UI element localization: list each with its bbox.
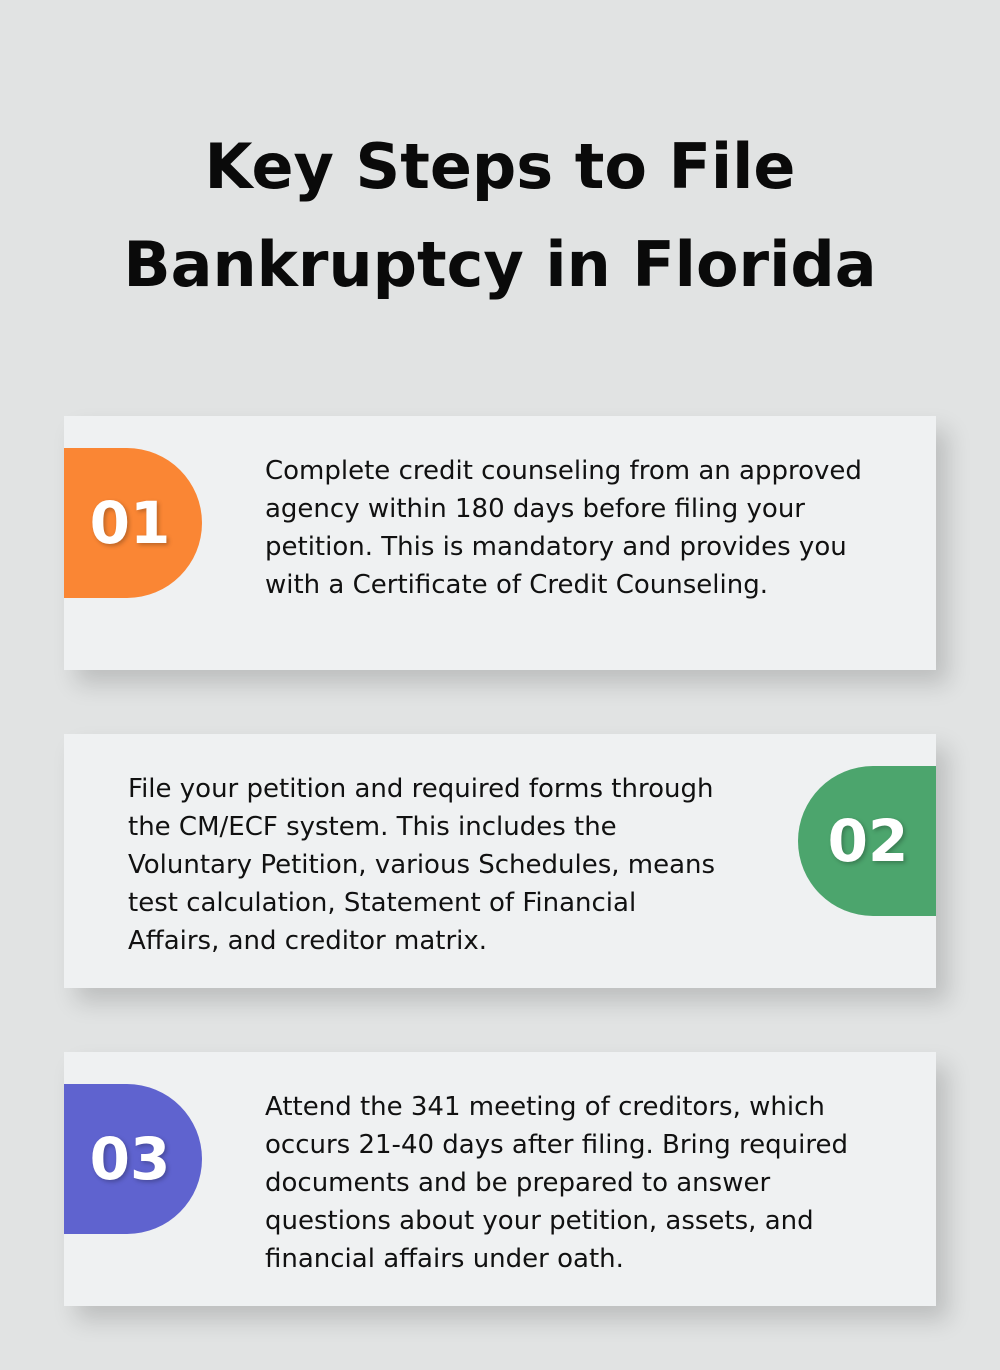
step-description-1: Complete credit counseling from an approved agency within 180 days before filing your petition. This is mandatory and provides you with a Certificate of Credit Counseling. bbox=[265, 456, 862, 600]
step-number-badge-3: 03 bbox=[64, 1084, 202, 1234]
step-description-2: File your petition and required forms through the CM/ECF system. This includes the Voluntary Petition, various Schedules, means test calculation, Statement of Financial Affairs, and creditor matrix. bbox=[128, 774, 716, 956]
step-card-3 bbox=[64, 1052, 936, 1306]
title-line-2: Bankruptcy in Florida bbox=[123, 228, 877, 301]
title-line-1: Key Steps to File bbox=[204, 130, 796, 203]
step-card-1 bbox=[64, 416, 936, 670]
step-description-3: Attend the 341 meeting of creditors, which occurs 21-40 days after filing. Bring required documents and be prepared to answer questions about your petition, assets, and financial affairs under oath. bbox=[265, 1092, 848, 1274]
step-card-2 bbox=[64, 734, 936, 988]
step-number-badge-2: 02 bbox=[798, 766, 936, 916]
step-number-badge-1: 01 bbox=[64, 448, 202, 598]
page-title bbox=[0, 118, 1000, 314]
